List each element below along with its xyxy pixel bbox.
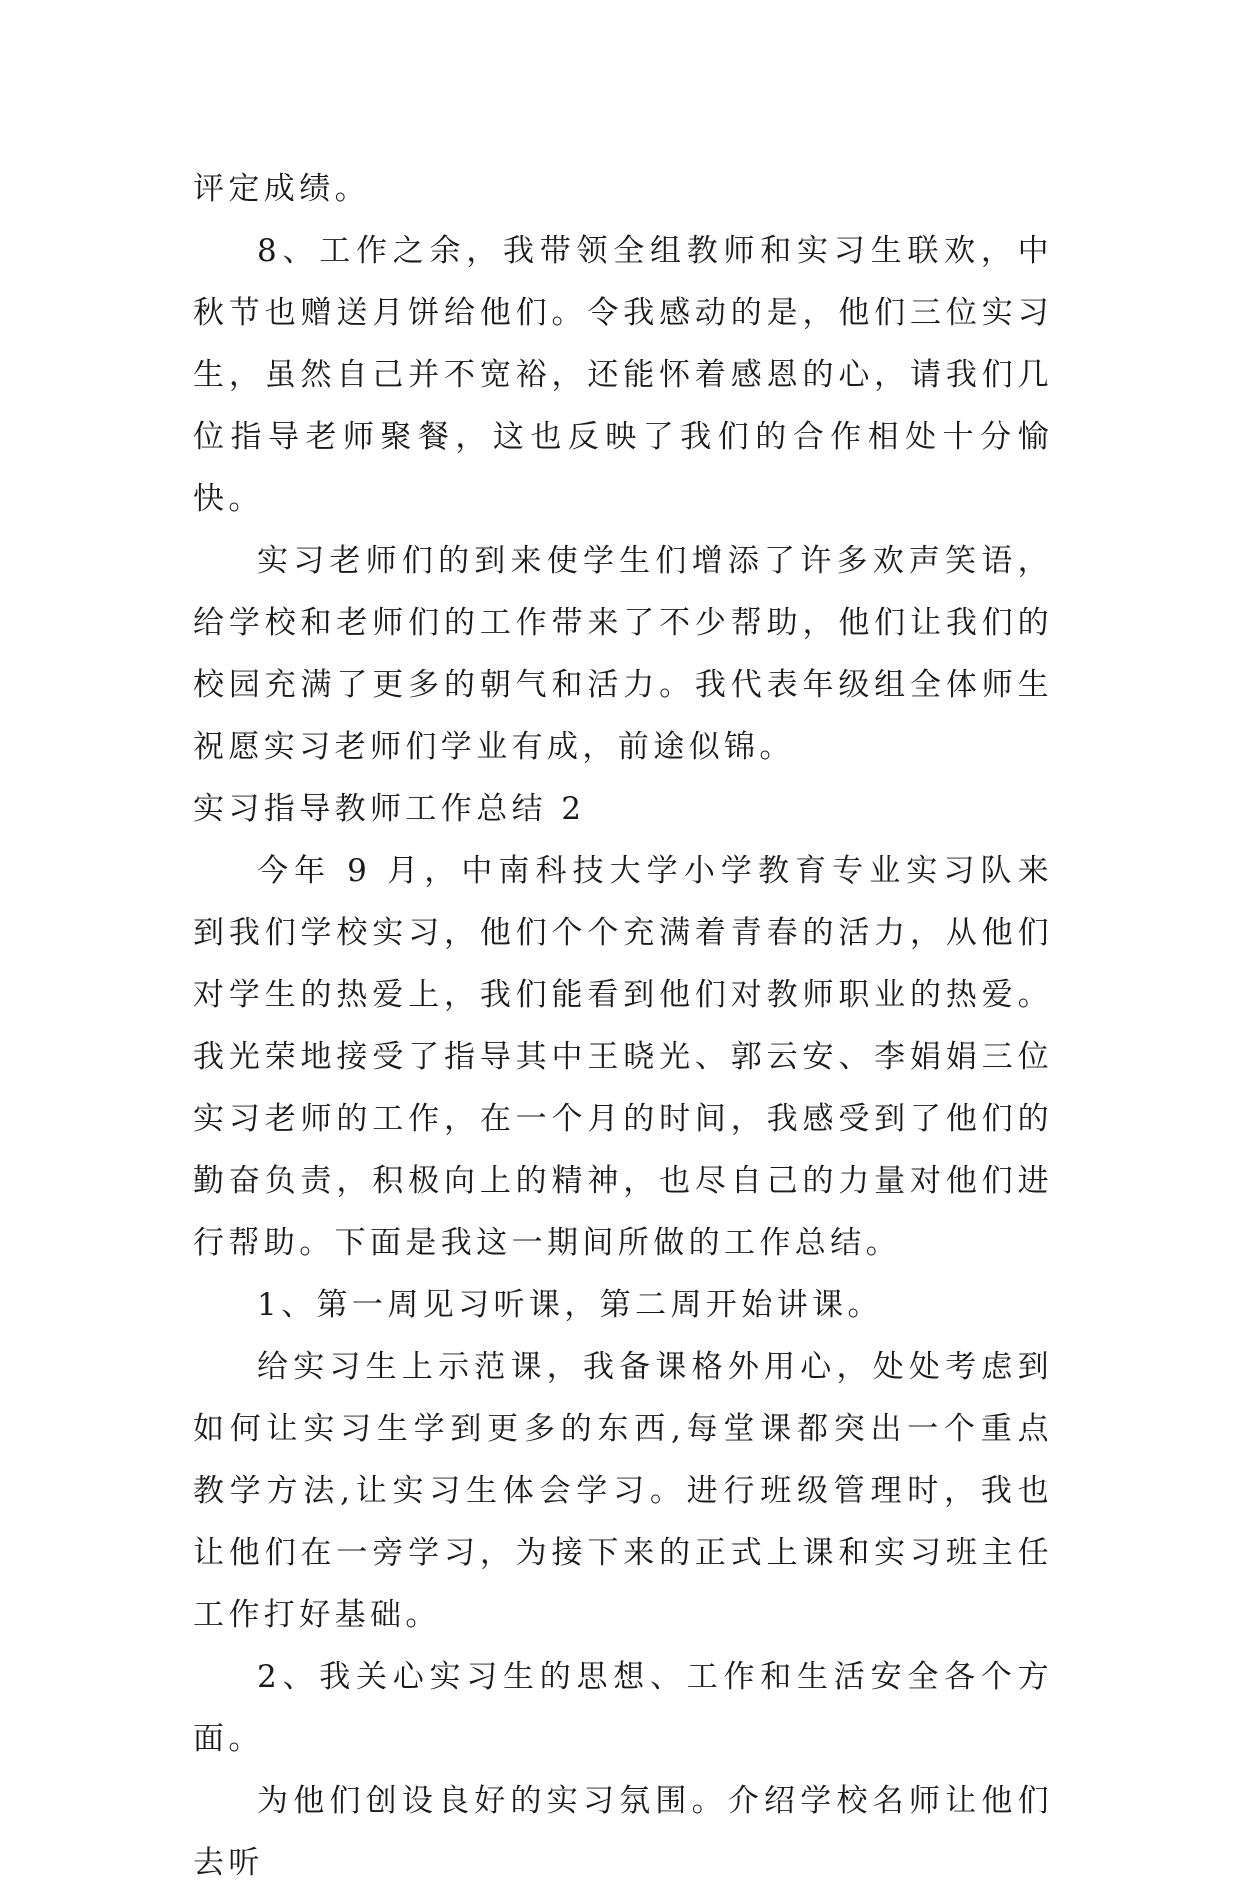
paragraph-intro: 今年 9 月，中南科技大学小学教育专业实习队来到我们学校实习，他们个个充满着青春的活力，从他们对学生的热爱上，我们能看到他们对教师职业的热爱。我光荣地接受了指导其中王晓光、郭云安、李娟娟三位实习老师的工作，在一个月的时间，我感受到了他们的勤奋负责，积极向上的精神，也尽自己的力量对他们进行帮助。下面是我这一期间所做的工作总结。	[193, 853, 1053, 1261]
paragraph-demo-lessons: 给实习生上示范课，我备课格外用心，处处考虑到如何让实习生学到更多的东西,每堂课都突出一个重点教学方法,让实习生体会学习。进行班级管理时，我也让他们在一旁学习，为接下来的正式上课和实习班主任工作打好基础。	[193, 1349, 1053, 1633]
paragraph-item-2: 2、我关心实习生的思想、工作和生活安全各个方面。	[193, 1659, 1053, 1757]
paragraph-closing-wishes: 实习老师们的到来使学生们增添了许多欢声笑语，给学校和老师们的工作带来了不少帮助，他们让我们的校园充满了更多的朝气和活力。我代表年级组全体师生祝愿实习老师们学业有成，前途似锦。	[193, 543, 1053, 765]
document-body	[193, 158, 1053, 1894]
section-heading-2: 实习指导教师工作总结 2	[193, 791, 586, 827]
paragraph-grading-end: 评定成绩。	[193, 171, 370, 207]
paragraph-item-1: 1、第一周见习听课，第二周开始讲课。	[257, 1287, 883, 1323]
paragraph-atmosphere: 为他们创设良好的实习氛围。介绍学校名师让他们去听	[193, 1783, 1053, 1881]
paragraph-item-8: 8、工作之余，我带领全组教师和实习生联欢，中秋节也赠送月饼给他们。令我感动的是，他们三位实习生，虽然自己并不宽裕，还能怀着感恩的心，请我们几位指导老师聚餐，这也反映了我们的合作相处十分愉快。	[193, 233, 1053, 517]
